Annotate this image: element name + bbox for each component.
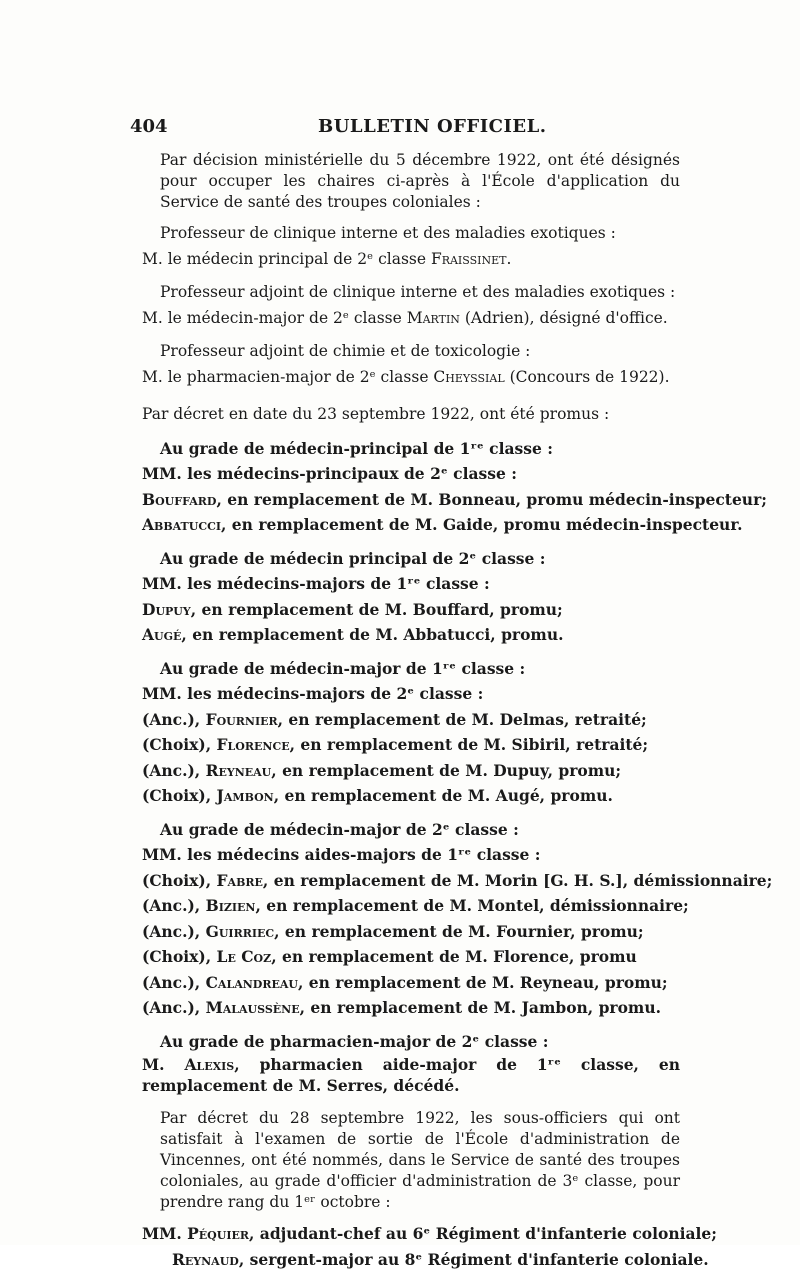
entry-text: , en remplacement de M. Fournier, promu; — [274, 922, 643, 941]
entry-name: Jambon — [217, 786, 274, 805]
promotion-entry — [142, 783, 680, 809]
appointee-prefix: M. le pharmacien-major de 2ᵉ classe — [142, 368, 433, 386]
entry-prefix: (Anc.), — [142, 896, 206, 915]
appointment-entry — [142, 1221, 680, 1247]
promotion-paragraph — [142, 1054, 680, 1096]
entry-prefix: (Anc.), — [142, 761, 206, 780]
entry-text: , en remplacement de M. Gaide, promu médecin-inspecteur. — [221, 515, 742, 534]
entry-text: , en remplacement de M. Delmas, retraité; — [278, 710, 647, 729]
paragraph-prefix: M. — [142, 1055, 184, 1074]
entry-text: , en remplacement de M. Jambon, promu. — [300, 998, 661, 1017]
appointment-entry — [142, 1247, 680, 1272]
entry-text: , sergent-major au 8ᵉ Régiment d'infanterie coloniale. — [239, 1250, 709, 1269]
appointee-name: Cheyssial — [433, 368, 504, 386]
entry-name: Florence — [217, 735, 290, 754]
appointee-suffix: (Concours de 1922). — [505, 368, 670, 386]
section2-intro: Par décret en date du 23 septembre 1922, ont été promus : — [142, 402, 680, 428]
promotion-entry — [142, 707, 680, 733]
grade-from: MM. les médecins-majors de 1ʳᵉ classe : — [142, 571, 680, 597]
appointee-prefix: M. le médecin-major de 2ᵉ classe — [142, 309, 407, 327]
entry-text: , en remplacement de M. Montel, démissionnaire; — [255, 896, 688, 915]
entry-name: Bouffard — [142, 490, 216, 509]
document-body — [142, 150, 680, 1272]
promotion-entry — [142, 732, 680, 758]
section1-intro: Par décision ministérielle du 5 décembre 1922, ont été désignés pour occuper les chaires ci-après à l'École d'application du Service de santé des troupes coloniales : — [142, 150, 680, 213]
page-header — [130, 116, 670, 142]
entry-name: Fabre — [217, 871, 263, 890]
entry-text: , en remplacement de M. Augé, promu. — [274, 786, 613, 805]
entry-prefix: (Choix), — [142, 947, 217, 966]
chair-appointee — [142, 365, 680, 391]
entry-name: Péquier — [187, 1224, 249, 1243]
section3-intro: Par décret du 28 septembre 1922, les sous-officiers qui ont satisfait à l'examen de sortie de l'École d'administration de Vincennes, ont été nommés, dans le Service de santé des troupes coloniales, au grade d'officier d'administration de 3ᵉ classe, pour prendre rang du 1ᵉʳ octobre : — [142, 1108, 680, 1213]
paragraph-text: , pharmacien aide-major de 1ʳᵉ classe, en remplacement de M. Serres, décédé. — [142, 1055, 680, 1095]
promotion-entry — [142, 512, 680, 538]
entry-text: , en remplacement de M. Abbatucci, promu. — [181, 625, 563, 644]
appointee-suffix: . — [507, 250, 512, 268]
chair-appointee — [142, 306, 680, 332]
promotion-entry — [142, 622, 680, 648]
promotion-entry — [142, 944, 680, 970]
page-number: 404 — [130, 116, 168, 137]
entry-name: Le Coz — [217, 947, 272, 966]
grade-from: MM. les médecins aides-majors de 1ʳᵉ classe : — [142, 842, 680, 868]
running-title: BULLETIN OFFICIEL. — [318, 116, 547, 137]
entry-text: , en remplacement de M. Dupuy, promu; — [271, 761, 621, 780]
chair-appointee — [142, 247, 680, 273]
promotion-entry — [142, 597, 680, 623]
entry-name: Fournier — [206, 710, 278, 729]
entry-prefix: (Choix), — [142, 871, 217, 890]
paragraph-name: Alexis — [184, 1055, 234, 1074]
entry-name: Guirriec — [206, 922, 275, 941]
grade-from: MM. les médecins-majors de 2ᵉ classe : — [142, 681, 680, 707]
appointee-name: Fraissinet — [431, 250, 507, 268]
entry-text: , en remplacement de M. Florence, promu — [271, 947, 637, 966]
chair-title: Professeur adjoint de chimie et de toxicologie : — [142, 339, 680, 365]
promotion-entry — [142, 919, 680, 945]
grade-heading: Au grade de médecin-principal de 1ʳᵉ classe : — [142, 436, 680, 462]
entry-text: , en remplacement de M. Reyneau, promu; — [298, 973, 668, 992]
entry-name: Abbatucci — [142, 515, 221, 534]
promotion-entry — [142, 758, 680, 784]
entry-prefix: (Choix), — [142, 786, 217, 805]
appointee-suffix: (Adrien), désigné d'office. — [460, 309, 668, 327]
entry-name: Augé — [142, 625, 181, 644]
entry-prefix: (Anc.), — [142, 710, 206, 729]
entry-text: , en remplacement de M. Morin [G. H. S.], démissionnaire; — [263, 871, 772, 890]
promotion-entry — [142, 970, 680, 996]
grade-heading: Au grade de médecin principal de 2ᵉ classe : — [142, 546, 680, 572]
entry-prefix: (Choix), — [142, 735, 217, 754]
appointee-prefix: M. le médecin principal de 2ᵉ classe — [142, 250, 431, 268]
entry-prefix: MM. — [142, 1224, 187, 1243]
entry-name: Reyneau — [206, 761, 272, 780]
chair-title: Professeur de clinique interne et des maladies exotiques : — [142, 221, 680, 247]
entry-name: Malaussène — [206, 998, 300, 1017]
promotion-entry — [142, 487, 680, 513]
entry-text: , adjudant-chef au 6ᵉ Régiment d'infanterie coloniale; — [249, 1224, 717, 1243]
entry-prefix: (Anc.), — [142, 922, 206, 941]
entry-name: Calandreau — [206, 973, 298, 992]
promotion-entry — [142, 868, 680, 894]
entry-text: , en remplacement de M. Bouffard, promu; — [191, 600, 563, 619]
chair-title: Professeur adjoint de clinique interne et des maladies exotiques : — [142, 280, 680, 306]
promotion-entry — [142, 893, 680, 919]
promotion-entry — [142, 995, 680, 1021]
entry-prefix: (Anc.), — [142, 998, 206, 1017]
grade-from: MM. les médecins-principaux de 2ᵉ classe : — [142, 461, 680, 487]
grade-heading: Au grade de médecin-major de 2ᵉ classe : — [142, 817, 680, 843]
entry-text: , en remplacement de M. Sibiril, retraité; — [290, 735, 649, 754]
entry-prefix: (Anc.), — [142, 973, 206, 992]
entry-text: , en remplacement de M. Bonneau, promu médecin-inspecteur; — [216, 490, 767, 509]
grade-heading: Au grade de pharmacien-major de 2ᵉ classe : — [142, 1029, 680, 1055]
appointee-name: Martin — [407, 309, 460, 327]
entry-name: Dupuy — [142, 600, 191, 619]
entry-name: Reynaud — [172, 1250, 239, 1269]
entry-name: Bizien — [206, 896, 256, 915]
grade-heading: Au grade de médecin-major de 1ʳᵉ classe : — [142, 656, 680, 682]
